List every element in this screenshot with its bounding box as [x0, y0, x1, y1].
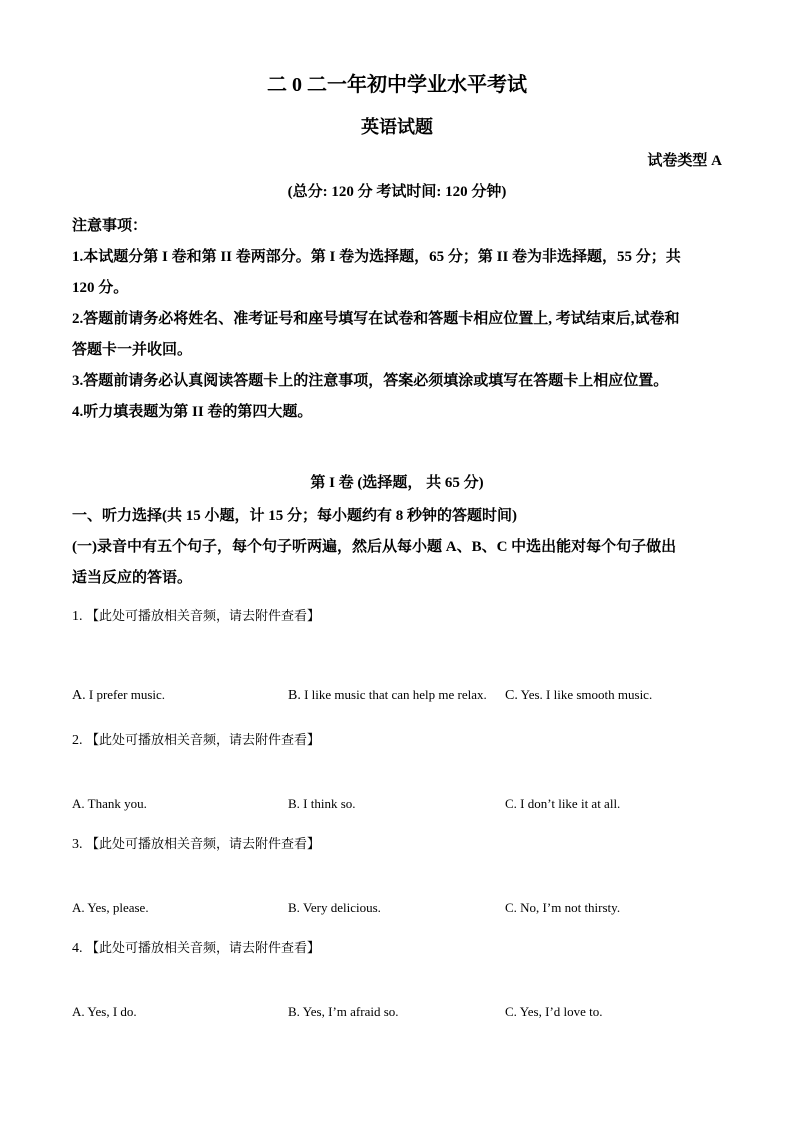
- option-text: I don’t like it at all.: [520, 796, 621, 811]
- question-1: [72, 605, 320, 625]
- option-a: [72, 1004, 137, 1020]
- option-label: A.: [72, 796, 85, 811]
- part-instructions-line-a: (一)录音中有五个句子，每个句子听两遍，然后从每小题 A、B、C 中选出能对每个句子做出: [72, 539, 677, 555]
- question-2: [72, 729, 320, 749]
- option-b: [288, 796, 356, 812]
- option-c: [505, 687, 652, 704]
- option-label: C.: [505, 796, 517, 811]
- audio-placeholder[interactable]: 【此处可播放相关音频，请去附件查看】: [86, 940, 321, 955]
- option-text: Yes, I do.: [87, 1004, 137, 1019]
- option-text: Thank you.: [87, 796, 147, 811]
- option-c: [505, 900, 620, 916]
- option-label: B.: [288, 900, 300, 915]
- option-label: C.: [505, 900, 517, 915]
- exam-title: 二 0 二一年初中学业水平考试: [267, 74, 527, 96]
- option-a: [72, 900, 149, 916]
- exam-subtitle: 英语试题: [361, 117, 433, 137]
- option-label: A.: [72, 688, 86, 703]
- question-number: 1.: [72, 609, 83, 624]
- option-label: C.: [505, 1004, 517, 1019]
- question-4: [72, 937, 320, 957]
- note-1-line-a: 1.本试题分第 I 卷和第 II 卷两部分。第 I 卷为选择题，65 分；第 II 卷为非选择题，55 分；共: [72, 249, 681, 265]
- option-text: Yes, I’m afraid so.: [302, 1004, 399, 1019]
- part-instructions-line-b: 适当反应的答语。: [72, 570, 193, 586]
- note-1-line-b: 120 分。: [72, 280, 129, 296]
- option-text: I think so.: [303, 796, 356, 811]
- audio-placeholder[interactable]: 【此处可播放相关音频，请去附件查看】: [86, 836, 321, 851]
- question-3: [72, 833, 320, 853]
- option-label: A.: [72, 900, 85, 915]
- option-a: [72, 687, 165, 704]
- option-text: Yes. I like smooth music.: [520, 687, 653, 702]
- option-label: C.: [505, 688, 518, 703]
- option-label: A.: [72, 1004, 85, 1019]
- notes-heading: 注意事项：: [72, 218, 148, 234]
- question-number: 3.: [72, 837, 83, 852]
- option-label: B.: [288, 1004, 300, 1019]
- option-text: Yes, please.: [87, 900, 149, 915]
- total-score-time: (总分: 120 分 考试时间: 120 分钟): [287, 184, 507, 200]
- note-4: 4.听力填表题为第 II 卷的第四大题。: [72, 404, 313, 420]
- audio-placeholder[interactable]: 【此处可播放相关音频，请去附件查看】: [86, 608, 321, 623]
- question-number: 2.: [72, 733, 83, 748]
- part-one-heading: 一、听力选择(共 15 小题，计 15 分；每小题约有 8 秒钟的答题时间): [72, 508, 517, 524]
- note-3: 3.答题前请务必认真阅读答题卡上的注意事项，答案必须填涂或填写在答题卡上相应位置。: [72, 373, 669, 389]
- option-b: [288, 687, 487, 704]
- option-b: [288, 1004, 399, 1020]
- note-2-line-a: 2.答题前请务必将姓名、准考证号和座号填写在试卷和答题卡相应位置上, 考试结束后,试卷和: [72, 311, 680, 327]
- option-b: [288, 900, 381, 916]
- audio-placeholder[interactable]: 【此处可播放相关音频，请去附件查看】: [86, 732, 321, 747]
- option-text: Yes, I’d love to.: [519, 1004, 603, 1019]
- note-2-line-b: 答题卡一并收回。: [72, 342, 193, 358]
- option-label: B.: [288, 796, 300, 811]
- option-text: No, I’m not thirsty.: [520, 900, 621, 915]
- option-text: Very delicious.: [302, 900, 381, 915]
- option-a: [72, 796, 147, 812]
- option-text: I like music that can help me relax.: [304, 687, 487, 702]
- option-c: [505, 796, 620, 812]
- option-text: I prefer music.: [88, 687, 166, 702]
- paper-type: 试卷类型 A: [647, 153, 722, 169]
- option-label: B.: [288, 688, 301, 703]
- section-heading: 第 I 卷 (选择题， 共 65 分): [310, 475, 484, 491]
- option-c: [505, 1004, 603, 1020]
- question-number: 4.: [72, 941, 83, 956]
